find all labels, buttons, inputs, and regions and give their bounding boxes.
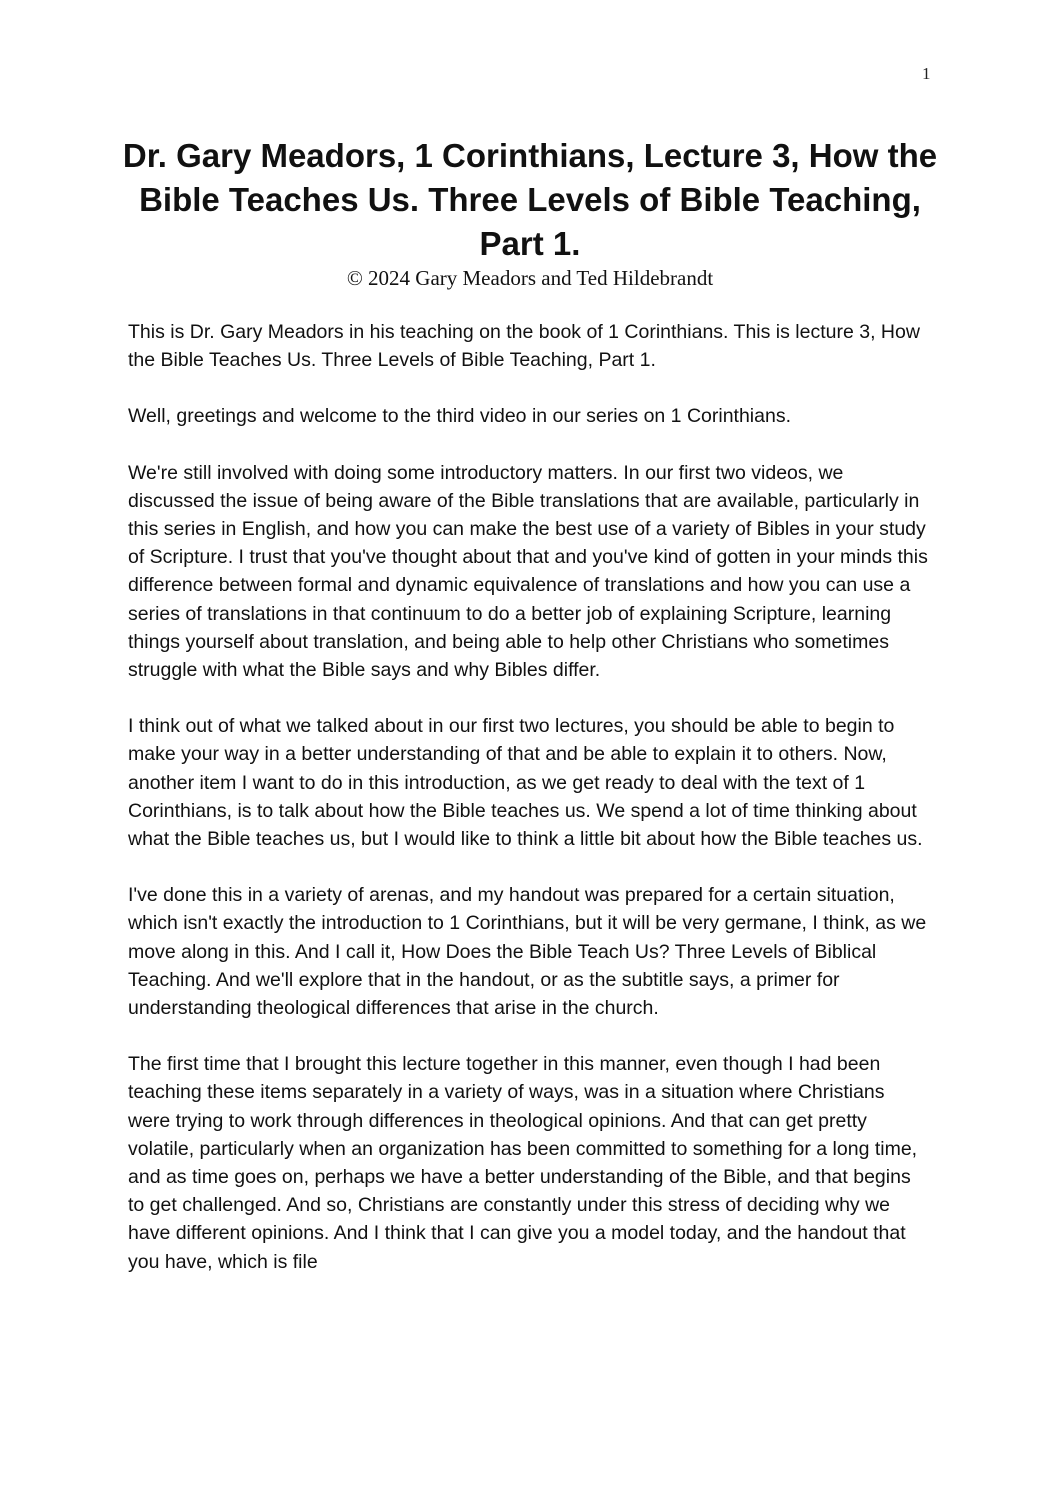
paragraph: Well, greetings and welcome to the third video in our series on 1 Corinthians. bbox=[128, 405, 791, 428]
paragraph: I think out of what we talked about in our first two lectures, you should be able to begin to make your way in a better understanding of that and be able to explain it to others. Now, another item I want to do in this introduction, as we get ready to deal with the text of 1 Corinthians, is to talk about how the Bible teaches us. We spend a lot of time thinking about what the Bible teaches us, but I would like to think a little bit about how the Bible teaches us. bbox=[128, 715, 923, 851]
page-number: 1 bbox=[922, 64, 931, 83]
paragraph: We're still involved with doing some introductory matters. In our first two videos, we discussed the issue of being aware of the Bible translations that are available, particularly in this series in English, and how you can make the best use of a variety of Bibles in your study of Scripture. I trust that you've thought about that and you've kind of gotten in your minds this difference between formal and dynamic equivalence of translations and how you can use a series of translations in that continuum to do a better job of explaining Scripture, learning things yourself about translation, and being able to help other Christians who sometimes struggle with what the Bible says and why Bibles differ. bbox=[128, 461, 928, 682]
document-body bbox=[128, 318, 928, 1304]
paragraph: The first time that I brought this lecture together in this manner, even though I had been teaching these items separately in a variety of ways, was in a situation where Christians were trying to work through differences in theological opinions. And that can get pretty volatile, particularly when an organization has been committed to something for a long time, and as time goes on, perhaps we have a better understanding of the Bible, and that begins to get challenged. And so, Christians are constantly under this stress of deciding why we have different opinions. And I think that I can give you a model today, and the handout that you have, which is file bbox=[128, 1053, 918, 1273]
paragraph: This is Dr. Gary Meadors in his teaching on the book of 1 Corinthians. This is lecture 3, How the Bible Teaches Us. Three Levels of Bible Teaching, Part 1. bbox=[128, 321, 920, 372]
copyright-line: © 2024 Gary Meadors and Ted Hildebrandt bbox=[346, 266, 714, 290]
document-title: Dr. Gary Meadors, 1 Corinthians, Lecture 3, How the Bible Teaches Us. Three Levels of Bible Teaching, Part 1. bbox=[122, 137, 938, 262]
paragraph: I've done this in a variety of arenas, and my handout was prepared for a certain situation, which isn't exactly the introduction to 1 Corinthians, but it will be very germane, I think, as we move along in this. And I call it, How Does the Bible Teach Us? Three Levels of Biblical Teaching. And we'll explore that in the handout, or as the subtitle says, a primer for understanding theological differences that arise in the church. bbox=[128, 884, 927, 1020]
